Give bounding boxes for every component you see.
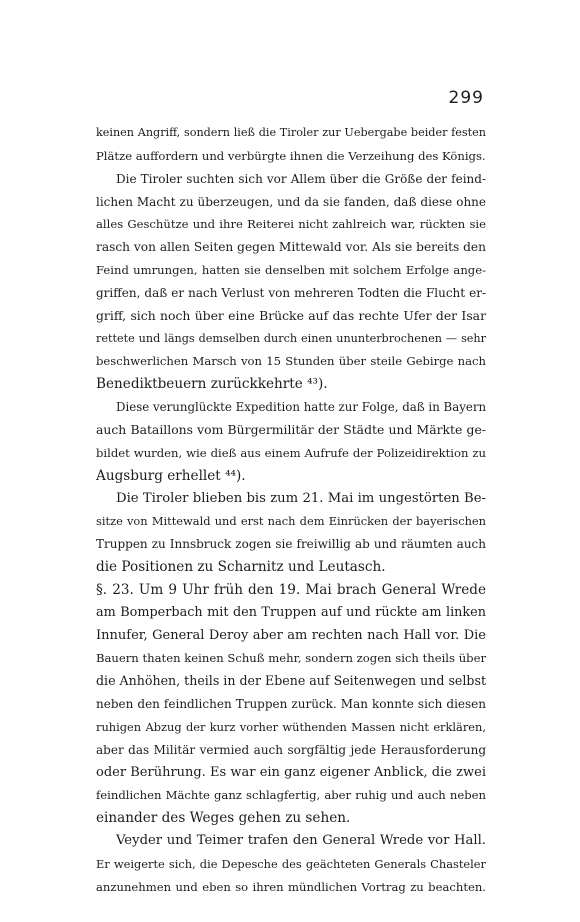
text-line: bildet wurden, wie dieß aus einem Aufrufe der Polizeidirektion zu — [96, 445, 486, 460]
text-line: Die Tiroler suchten sich vor Allem über die Größe der feind- — [116, 171, 486, 186]
text-line: Truppen zu Innsbruck zogen sie freiwillig ab und räumten auch — [96, 537, 486, 552]
text-line: Feind umrungen, hatten sie denselben mit solchem Erfolge ange- — [96, 263, 486, 278]
text-line: neben den feindlichen Truppen zurück. Man konnte sich diesen — [96, 697, 486, 712]
text-line: Diese verunglückte Expedition hatte zur Folge, daß in Bayern — [116, 400, 487, 415]
text-line: Innufer, General Deroy aber am rechten nach Hall vor. Die — [96, 627, 486, 643]
text-line: keinen Angriff, sondern ließ die Tiroler zur Uebergabe beider festen — [96, 126, 486, 139]
text-line: Er weigerte sich, die Depesche des geächteten Generals Chasteler — [96, 857, 486, 871]
text-line: am Bomperbach mit den Truppen auf und rückte am linken — [96, 604, 486, 620]
text-line: die Anhöhen, theils in der Ebene auf Seitenwegen und selbst — [96, 673, 486, 689]
text-line: auch Bataillons vom Bürgermilitär der Städte und Märkte ge- — [96, 421, 486, 437]
text-line: rasch von allen Seiten gegen Mittewald vor. Als sie bereits den — [96, 240, 486, 255]
text-line: Veyder und Teimer trafen den General Wrede vor Hall. — [116, 833, 486, 849]
text-line: aber das Militär vermied auch sorgfältig jede Herausforderung — [96, 742, 486, 757]
text-line: die Positionen zu Scharnitz und Leutasch. — [96, 559, 386, 576]
text-line: feindlichen Mächte ganz schlagfertig, aber ruhig und auch neben — [96, 788, 486, 803]
text-line: griff, sich noch über eine Brücke auf das rechte Ufer der Isar — [96, 307, 486, 323]
text-line: einander des Weges gehen zu sehen. — [96, 810, 351, 827]
text-line: Die Tiroler blieben bis zum 21. Mai im ungestörten Be- — [116, 490, 486, 506]
text-line: §. 23. Um 9 Uhr früh den 19. Mai brach General Wrede — [96, 581, 486, 598]
body-text — [96, 122, 486, 899]
text-line: Plätze auffordern und verbürgte ihnen die Verzeihung des Königs. — [96, 148, 486, 163]
text-line: anzunehmen und eben so ihren mündlichen Vortrag zu beachten. — [96, 879, 486, 894]
text-line: lichen Macht zu überzeugen, und da sie fanden, daß diese ohne — [96, 194, 486, 209]
text-line: griffen, daß er nach Verlust von mehreren Todten die Flucht er- — [96, 285, 486, 300]
text-line: ruhigen Abzug der kurz vorher wüthenden Massen nicht erklären, — [96, 719, 486, 734]
text-line: sitze von Mittewald und erst nach dem Einrücken der bayerischen — [96, 514, 486, 529]
text-line: Augsburg erhellet ⁴⁴). — [96, 467, 246, 484]
text-line: oder Berührung. Es war ein ganz eigener Anblick, die zwei — [96, 764, 486, 780]
text-line: alles Geschütze und ihre Reiterei nicht zahlreich war, rückten sie — [96, 217, 486, 232]
text-line: beschwerlichen Marsch von 15 Stunden über steile Gebirge nach — [96, 354, 486, 369]
page-number: 299 — [448, 88, 484, 108]
text-line: Benediktbeuern zurückkehrte ⁴³). — [96, 376, 328, 393]
text-line: Bauern thaten keinen Schuß mehr, sondern zogen sich theils über — [96, 651, 486, 666]
text-line: rettete und längs demselben durch einen ununterbrochenen — sehr — [96, 331, 486, 345]
